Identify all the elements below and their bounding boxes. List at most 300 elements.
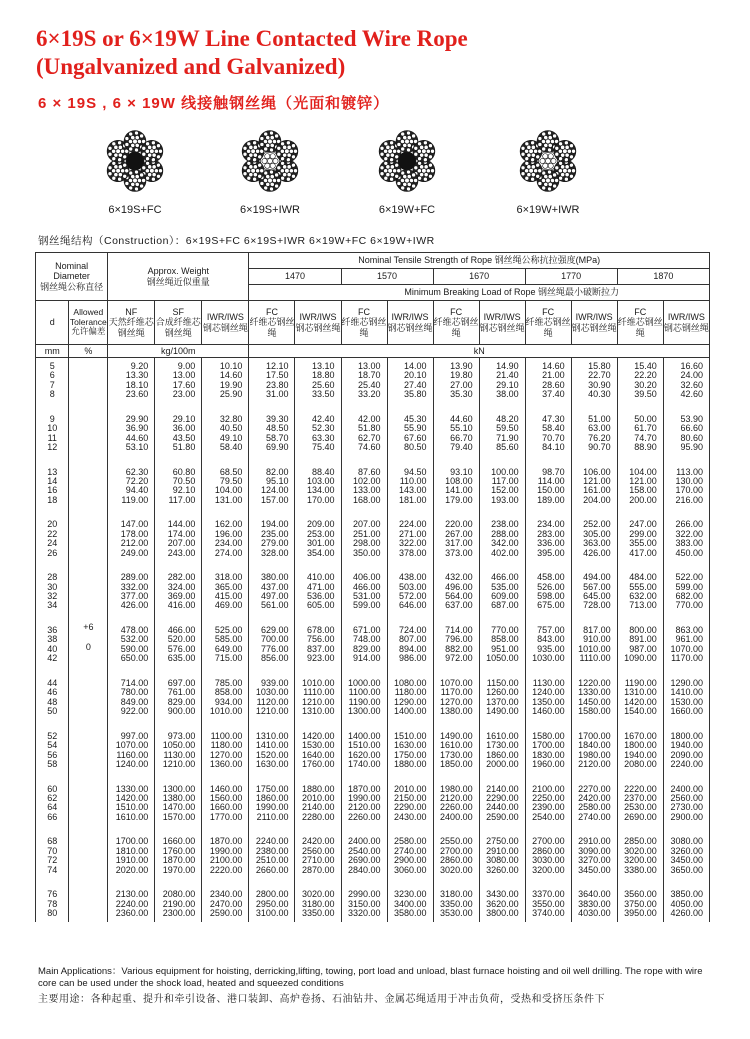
table-value: 147.00 bbox=[120, 519, 149, 530]
table-value: 48.20 bbox=[496, 413, 519, 424]
table-value: 71.90 bbox=[496, 432, 519, 443]
table-value: 2010.00 bbox=[394, 783, 427, 794]
table-value: 40.50 bbox=[219, 423, 243, 434]
table-value: 2710.00 bbox=[301, 855, 335, 866]
table-value: 2550.00 bbox=[440, 836, 473, 847]
table-value: 1700.00 bbox=[578, 730, 611, 741]
diameter-value: 28 bbox=[47, 572, 58, 583]
table-value: 2120.00 bbox=[440, 792, 473, 803]
table-value: 13.90 bbox=[450, 361, 473, 371]
table-value: 279.00 bbox=[260, 538, 289, 549]
table-value: 1310.00 bbox=[301, 706, 335, 717]
table-value: 17.60 bbox=[172, 379, 196, 390]
table-value: 2750.00 bbox=[486, 836, 519, 847]
table-value: 15.80 bbox=[588, 361, 611, 371]
table-value: 466.00 bbox=[353, 581, 381, 592]
table-value: 2740.00 bbox=[578, 811, 611, 822]
table-value: 973.00 bbox=[167, 730, 196, 741]
grade-1570: 1570 bbox=[341, 269, 433, 285]
table-value: 178.00 bbox=[120, 528, 149, 539]
value-column bbox=[433, 358, 479, 923]
table-value: 9.00 bbox=[177, 361, 196, 371]
table-value: 235.00 bbox=[260, 528, 289, 539]
table-value: 1240.00 bbox=[532, 687, 565, 698]
table-value: 13.00 bbox=[172, 370, 196, 381]
table-value: 2010.00 bbox=[301, 792, 335, 803]
header-sf: SF 合成纤维芯钢丝绳 bbox=[155, 301, 202, 345]
table-value: 3620.00 bbox=[486, 898, 519, 909]
table-value: 28.60 bbox=[542, 379, 565, 390]
table-value: 697.00 bbox=[167, 677, 196, 688]
diameter-value: 18 bbox=[47, 494, 58, 505]
table-value: 350.00 bbox=[353, 547, 381, 558]
table-value: 193.00 bbox=[491, 494, 519, 505]
table-value: 1210.00 bbox=[255, 706, 289, 717]
table-value: 324.00 bbox=[167, 581, 196, 592]
header-min-breaking-load: Minimum Breaking Load of Rope 钢丝绳最小破断拉力 bbox=[249, 285, 710, 301]
table-value: 2870.00 bbox=[301, 864, 335, 875]
table-value: 2840.00 bbox=[347, 864, 381, 875]
table-value: 13.00 bbox=[358, 361, 381, 371]
table-value: 2910.00 bbox=[486, 845, 519, 856]
table-value: 18.10 bbox=[125, 379, 149, 390]
table-value: 800.00 bbox=[629, 625, 657, 636]
diameter-value: 9 bbox=[49, 413, 55, 424]
table-value: 84.10 bbox=[542, 442, 565, 453]
diameter-value: 6 bbox=[49, 370, 55, 381]
table-value: 69.90 bbox=[265, 442, 289, 453]
table-value: 234.00 bbox=[537, 519, 565, 530]
table-value: 497.00 bbox=[260, 591, 289, 602]
table-value: 2400.00 bbox=[347, 836, 381, 847]
table-value: 503.00 bbox=[399, 581, 427, 592]
table-value: 251.00 bbox=[353, 528, 381, 539]
table-value: 369.00 bbox=[167, 591, 196, 602]
unit-kg100m: kg/100m bbox=[108, 345, 249, 358]
table-value: 42.60 bbox=[680, 389, 703, 400]
table-value: 1630.00 bbox=[394, 740, 427, 751]
title-cn: 6 × 19S , 6 × 19W 线接触钢丝绳（光面和镀锌） bbox=[38, 95, 390, 112]
table-value: 22.70 bbox=[588, 370, 611, 381]
table-value: 2220.00 bbox=[624, 783, 657, 794]
table-value: 1760.00 bbox=[162, 845, 196, 856]
table-value: 79.40 bbox=[450, 442, 473, 453]
table-value: 1170.00 bbox=[671, 653, 703, 664]
unit-mm: mm bbox=[36, 345, 69, 358]
table-value: 1350.00 bbox=[532, 696, 565, 707]
table-value: 23.00 bbox=[172, 389, 196, 400]
table-value: 3100.00 bbox=[255, 907, 289, 918]
table-value: 117.00 bbox=[491, 476, 519, 487]
table-value: 1990.00 bbox=[209, 845, 243, 856]
value-column bbox=[108, 358, 155, 923]
table-value: 2240.00 bbox=[115, 898, 149, 909]
table-value: 3020.00 bbox=[440, 864, 473, 875]
table-value: 1100.00 bbox=[348, 687, 381, 698]
table-value: 714.00 bbox=[120, 677, 149, 688]
table-value: 216.00 bbox=[675, 494, 703, 505]
rope-cross-section-figure bbox=[70, 128, 200, 216]
header-fc: FC 纤维芯钢丝绳 bbox=[525, 301, 571, 345]
table-value: 27.40 bbox=[404, 379, 427, 390]
table-value: 1330.00 bbox=[578, 687, 611, 698]
table-value: 1000.00 bbox=[347, 677, 381, 688]
table-value: 274.00 bbox=[214, 547, 243, 558]
table-value: 108.00 bbox=[445, 476, 473, 487]
table-value: 1220.00 bbox=[578, 677, 611, 688]
table-value: 104.00 bbox=[214, 485, 243, 496]
table-value: 36.90 bbox=[125, 423, 149, 434]
construction-line: 钢丝绳结构（Construction）：6×19S+FC 6×19S+IWR 6×19W+FC 6×19W+IWR bbox=[38, 235, 435, 247]
table-value: 2250.00 bbox=[532, 792, 565, 803]
table-value: 1030.00 bbox=[255, 687, 289, 698]
table-value: 2080.00 bbox=[162, 889, 196, 900]
table-value: 14.00 bbox=[404, 361, 427, 371]
table-value: 14.60 bbox=[542, 361, 565, 371]
table-value: 629.00 bbox=[260, 625, 289, 636]
value-column bbox=[663, 358, 709, 923]
applications-cn: 主要用途：各种起重、提升和牵引设备、港口装卸、高炉卷扬、石油钻井、金属芯绳适用于冲击负荷，受热和受挤压条件下 bbox=[38, 994, 605, 1005]
table-value: 298.00 bbox=[353, 538, 381, 549]
table-value: 88.90 bbox=[634, 442, 657, 453]
value-column bbox=[155, 358, 202, 923]
table-value: 1450.00 bbox=[578, 696, 611, 707]
table-value: 1300.00 bbox=[347, 706, 381, 717]
table-value: 43.50 bbox=[172, 432, 196, 443]
table-value: 1660.00 bbox=[670, 706, 703, 717]
table-value: 4030.00 bbox=[578, 907, 611, 918]
table-value: 1210.00 bbox=[162, 758, 196, 769]
table-value: 972.00 bbox=[445, 653, 473, 664]
table-value: 2120.00 bbox=[347, 802, 381, 813]
table-value: 450.00 bbox=[675, 547, 703, 558]
table-value: 58.40 bbox=[219, 442, 243, 453]
table-value: 58.70 bbox=[265, 432, 289, 443]
table-value: 997.00 bbox=[120, 730, 149, 741]
table-value: 406.00 bbox=[353, 572, 381, 583]
table-value: 961.00 bbox=[675, 634, 703, 645]
table-value: 724.00 bbox=[399, 625, 427, 636]
table-value: 63.00 bbox=[588, 423, 611, 434]
table-value: 1360.00 bbox=[209, 758, 243, 769]
table-value: 2360.00 bbox=[115, 907, 149, 918]
diameter-value: 34 bbox=[47, 600, 58, 611]
table-value: 1970.00 bbox=[162, 864, 196, 875]
table-value: 1760.00 bbox=[301, 758, 335, 769]
table-value: 2080.00 bbox=[624, 758, 657, 769]
table-value: 923.00 bbox=[306, 653, 335, 664]
table-value: 53.10 bbox=[125, 442, 149, 453]
table-value: 1290.00 bbox=[670, 677, 703, 688]
table-value: 63.30 bbox=[311, 432, 335, 443]
diameter-value: 42 bbox=[47, 653, 58, 664]
table-value: 1940.00 bbox=[670, 740, 703, 751]
table-value: 207.00 bbox=[353, 519, 381, 530]
table-value: 3320.00 bbox=[347, 907, 381, 918]
table-value: 170.00 bbox=[306, 494, 335, 505]
table-value: 94.50 bbox=[404, 466, 427, 477]
table-value: 80.60 bbox=[680, 432, 703, 443]
table-value: 2900.00 bbox=[394, 855, 427, 866]
table-value: 157.00 bbox=[260, 494, 289, 505]
table-value: 585.00 bbox=[214, 634, 243, 645]
table-value: 395.00 bbox=[537, 547, 565, 558]
table-value: 3650.00 bbox=[670, 864, 703, 875]
title-en-line2: (Ungalvanized and Galvanized) bbox=[36, 54, 346, 79]
table-value: 1420.00 bbox=[624, 696, 657, 707]
table-value: 520.00 bbox=[167, 634, 196, 645]
table-value: 141.00 bbox=[445, 485, 473, 496]
table-value: 58.40 bbox=[542, 423, 565, 434]
table-value: 2110.00 bbox=[256, 811, 289, 822]
table-value: 856.00 bbox=[260, 653, 289, 664]
diameter-value: 74 bbox=[47, 864, 58, 875]
table-value: 3950.00 bbox=[624, 907, 657, 918]
table-value: 267.00 bbox=[445, 528, 473, 539]
table-value: 3370.00 bbox=[532, 889, 565, 900]
table-value: 1100.00 bbox=[210, 730, 243, 741]
table-value: 207.00 bbox=[167, 538, 196, 549]
table-value: 72.20 bbox=[125, 476, 149, 487]
table-value: 212.00 bbox=[120, 538, 149, 549]
wire-rope-icon bbox=[515, 128, 581, 194]
table-value: 3260.00 bbox=[670, 845, 703, 856]
table-value: 25.90 bbox=[219, 389, 243, 400]
table-value: 2860.00 bbox=[440, 855, 473, 866]
table-value: 110.00 bbox=[399, 476, 427, 487]
table-value: 61.70 bbox=[634, 423, 657, 434]
table-value: 288.00 bbox=[491, 528, 519, 539]
table-value: 410.00 bbox=[306, 572, 335, 583]
table-value: 289.00 bbox=[120, 572, 149, 583]
table-value: 1460.00 bbox=[532, 706, 565, 717]
header-iwr: IWR/IWS 钢芯钢丝绳 bbox=[663, 301, 709, 345]
table-value: 55.90 bbox=[404, 423, 427, 434]
table-value: 891.00 bbox=[629, 634, 657, 645]
table-value: 3260.00 bbox=[486, 864, 519, 875]
table-value: 770.00 bbox=[491, 625, 519, 636]
table-value: 728.00 bbox=[583, 600, 611, 611]
diameter-value: 80 bbox=[47, 907, 58, 918]
table-value: 3380.00 bbox=[624, 864, 657, 875]
table-value: 365.00 bbox=[214, 581, 243, 592]
table-value: 3530.00 bbox=[440, 907, 473, 918]
diameter-value: 12 bbox=[47, 442, 58, 453]
table-value: 4050.00 bbox=[670, 898, 703, 909]
table-value: 1700.00 bbox=[115, 836, 149, 847]
table-value: 567.00 bbox=[583, 581, 611, 592]
table-value: 2580.00 bbox=[578, 802, 611, 813]
table-value: 2260.00 bbox=[347, 811, 381, 822]
header-fc: FC 纤维芯钢丝绳 bbox=[433, 301, 479, 345]
diameter-value: 11 bbox=[47, 432, 57, 443]
unit-pct: % bbox=[69, 345, 108, 358]
table-value: 900.00 bbox=[167, 706, 196, 717]
table-value: 3350.00 bbox=[440, 898, 473, 909]
table-value: 363.00 bbox=[583, 538, 611, 549]
table-value: 106.00 bbox=[583, 466, 611, 477]
table-value: 555.00 bbox=[629, 581, 657, 592]
diameter-value: 16 bbox=[47, 485, 58, 496]
table-value: 561.00 bbox=[260, 600, 289, 611]
table-value: 590.00 bbox=[120, 643, 149, 654]
table-value: 40.30 bbox=[588, 389, 611, 400]
table-value: 1310.00 bbox=[255, 730, 289, 741]
table-value: 1080.00 bbox=[394, 677, 427, 688]
table-value: 1770.00 bbox=[209, 811, 243, 822]
table-value: 30.90 bbox=[588, 379, 611, 390]
table-value: 882.00 bbox=[445, 643, 473, 654]
table-value: 1850.00 bbox=[440, 758, 473, 769]
table-value: 3270.00 bbox=[578, 855, 611, 866]
table-value: 3550.00 bbox=[532, 898, 565, 909]
table-value: 1010.00 bbox=[209, 706, 243, 717]
table-value: 2730.00 bbox=[670, 802, 703, 813]
table-value: 1270.00 bbox=[209, 749, 243, 760]
diameter-value: 50 bbox=[47, 706, 58, 717]
diameter-value: 14 bbox=[47, 476, 58, 487]
table-value: 2290.00 bbox=[394, 802, 427, 813]
table-value: 951.00 bbox=[491, 643, 519, 654]
table-value: 1880.00 bbox=[301, 783, 335, 794]
table-value: 1470.00 bbox=[162, 802, 196, 813]
table-value: 1510.00 bbox=[347, 740, 381, 751]
table-value: 3450.00 bbox=[670, 855, 703, 866]
table-value: 2300.00 bbox=[162, 907, 196, 918]
table-value: 2910.00 bbox=[578, 836, 611, 847]
table-value: 342.00 bbox=[491, 538, 519, 549]
table-value: 2400.00 bbox=[670, 783, 703, 794]
value-column bbox=[249, 358, 295, 923]
table-value: 1530.00 bbox=[670, 696, 703, 707]
table-value: 1910.00 bbox=[115, 855, 149, 866]
table-value: 807.00 bbox=[399, 634, 427, 645]
table-value: 671.00 bbox=[353, 625, 381, 636]
table-value: 3060.00 bbox=[394, 864, 427, 875]
table-value: 102.00 bbox=[353, 476, 381, 487]
table-value: 2090.00 bbox=[670, 749, 703, 760]
table-value: 2270.00 bbox=[578, 783, 611, 794]
table-value: 1940.00 bbox=[624, 749, 657, 760]
diameter-value: 78 bbox=[47, 898, 58, 909]
table-value: 332.00 bbox=[120, 581, 149, 592]
value-column bbox=[295, 358, 341, 923]
table-value: 104.00 bbox=[629, 466, 657, 477]
table-value: 1130.00 bbox=[532, 677, 565, 688]
table-value: 2860.00 bbox=[532, 845, 565, 856]
table-value: 13.30 bbox=[125, 370, 149, 381]
table-value: 837.00 bbox=[306, 643, 335, 654]
table-value: 301.00 bbox=[306, 538, 335, 549]
table-value: 650.00 bbox=[120, 653, 149, 664]
table-value: 3230.00 bbox=[394, 889, 427, 900]
table-value: 531.00 bbox=[353, 591, 381, 602]
table-value: 1110.00 bbox=[579, 653, 611, 664]
table-value: 415.00 bbox=[214, 591, 243, 602]
table-value: 161.00 bbox=[583, 485, 611, 496]
table-value: 1380.00 bbox=[162, 792, 196, 803]
table-value: 1570.00 bbox=[162, 811, 196, 822]
table-value: 25.40 bbox=[358, 379, 381, 390]
table-value: 224.00 bbox=[399, 519, 427, 530]
table-value: 1800.00 bbox=[624, 740, 657, 751]
table-value: 2370.00 bbox=[624, 792, 657, 803]
header-nominal-diameter: Nominal Diameter 钢丝绳公称直径 bbox=[36, 253, 108, 301]
table-value: 496.00 bbox=[445, 581, 473, 592]
table-value: 3430.00 bbox=[486, 889, 519, 900]
rope-spec-table bbox=[35, 252, 710, 922]
table-value: 2580.00 bbox=[394, 836, 427, 847]
table-value: 1130.00 bbox=[163, 749, 196, 760]
table-value: 3400.00 bbox=[394, 898, 427, 909]
table-value: 3740.00 bbox=[532, 907, 565, 918]
table-value: 3020.00 bbox=[301, 889, 335, 900]
table-value: 1610.00 bbox=[440, 740, 473, 751]
table-value: 426.00 bbox=[120, 600, 149, 611]
table-value: 1170.00 bbox=[440, 687, 473, 698]
table-value: 829.00 bbox=[167, 696, 196, 707]
table-value: 130.00 bbox=[675, 476, 703, 487]
table-value: 2700.00 bbox=[532, 836, 565, 847]
table-value: 687.00 bbox=[491, 600, 519, 611]
header-iwr: IWR/IWS 钢芯钢丝绳 bbox=[202, 301, 249, 345]
table-value: 2800.00 bbox=[255, 889, 289, 900]
table-value: 20.10 bbox=[404, 370, 427, 381]
table-value: 682.00 bbox=[675, 591, 703, 602]
table-value: 19.90 bbox=[219, 379, 243, 390]
table-value: 1400.00 bbox=[347, 730, 381, 741]
table-value: 756.00 bbox=[306, 634, 335, 645]
table-value: 318.00 bbox=[214, 572, 243, 583]
table-value: 1510.00 bbox=[115, 802, 149, 813]
header-approx-weight: Approx. Weight 钢丝绳近似重量 bbox=[108, 253, 249, 301]
table-value: 10.10 bbox=[219, 361, 243, 371]
table-value: 42.00 bbox=[358, 413, 381, 424]
table-value: 35.80 bbox=[404, 389, 427, 400]
table-value: 1700.00 bbox=[532, 740, 565, 751]
table-value: 1960.00 bbox=[532, 758, 565, 769]
table-value: 1030.00 bbox=[532, 653, 565, 664]
table-value: 471.00 bbox=[306, 581, 335, 592]
table-value: 266.00 bbox=[675, 519, 703, 530]
table-value: 3560.00 bbox=[624, 889, 657, 900]
table-value: 1740.00 bbox=[347, 758, 381, 769]
table-value: 2280.00 bbox=[301, 811, 335, 822]
table-value: 49.10 bbox=[219, 432, 243, 443]
table-value: 1830.00 bbox=[532, 749, 565, 760]
table-value: 2900.00 bbox=[670, 811, 703, 822]
table-value: 645.00 bbox=[583, 591, 611, 602]
table-value: 204.00 bbox=[583, 494, 611, 505]
table-value: 2700.00 bbox=[440, 845, 473, 856]
table-value: 1610.00 bbox=[115, 811, 149, 822]
table-value: 1860.00 bbox=[486, 749, 519, 760]
table-value: 271.00 bbox=[399, 528, 427, 539]
table-value: 168.00 bbox=[353, 494, 381, 505]
table-value: 458.00 bbox=[537, 572, 565, 583]
table-value: 780.00 bbox=[120, 687, 149, 698]
diameter-value: 44 bbox=[47, 677, 58, 688]
table-value: 2190.00 bbox=[162, 898, 196, 909]
table-value: 402.00 bbox=[491, 547, 519, 558]
table-value: 1750.00 bbox=[394, 749, 427, 760]
table-value: 939.00 bbox=[260, 677, 289, 688]
table-value: 1510.00 bbox=[394, 730, 427, 741]
table-value: 987.00 bbox=[629, 643, 657, 654]
table-value: 121.00 bbox=[583, 476, 611, 487]
table-value: 1050.00 bbox=[162, 740, 196, 751]
table-value: 44.60 bbox=[125, 432, 149, 443]
